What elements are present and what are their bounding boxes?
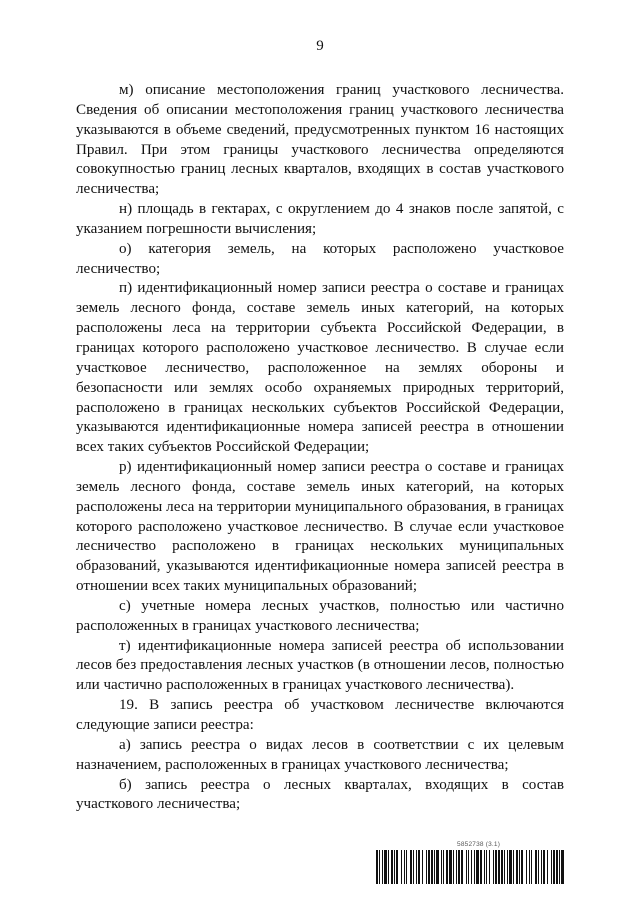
item-label: м)	[119, 82, 134, 98]
barcode-bar	[551, 850, 552, 884]
barcode-bar	[404, 850, 405, 884]
barcode-bar	[456, 850, 457, 884]
barcode-bar	[559, 850, 560, 884]
barcode-bar	[556, 850, 558, 884]
paragraph-s	[76, 597, 564, 637]
barcode-bar	[453, 850, 454, 884]
barcode-bar	[553, 850, 555, 884]
barcode-bar	[422, 850, 423, 884]
paragraph-n	[76, 200, 564, 240]
barcode-bar	[376, 850, 378, 884]
item-label: н)	[119, 201, 133, 218]
barcode-bar	[519, 850, 520, 884]
barcode-bar	[484, 850, 485, 884]
barcode-bar	[535, 850, 537, 884]
barcode-bar	[561, 850, 564, 884]
barcode-bar	[428, 850, 430, 884]
barcode-bar	[449, 850, 452, 884]
barcode-bar	[382, 850, 383, 884]
barcode-image	[376, 850, 564, 884]
item-label: т)	[119, 637, 131, 654]
item-text: идентификационный номер записи реестра о составе и границах земель лесного фонда, составе земель иных категорий, на которых расположены леса на территории муниципального образования, в границах которого расположено участковое лесничество. В случае если участковое лесничество расположено в границах нескольких муниципальных образований, указываются идентификационные номера записей реестра в отношении всех таких муниципальных образований;	[76, 459, 564, 595]
barcode-bar	[516, 850, 518, 884]
item-label: б)	[119, 776, 132, 793]
barcode-bar	[543, 850, 545, 884]
barcode-bar	[495, 850, 497, 884]
barcode-bar	[526, 850, 527, 884]
barcode-bar	[531, 850, 532, 884]
item-text: идентификационный номер записи реестра о составе и границах земель лесного фонда, составе земель иных категорий, на которых расположены леса на территории субъекта Российской Федерации, в границах которого расположено участковое лесничество. В случае если участковое лесничество, расположенное на землях обороны и безопасности или землях особо охраняемых природных территорий, расположено в границах нескольких субъектов Российской Федерации, указываются идентификационные номера записей реестра в отношении всех таких субъектов Российской Федерации;	[76, 280, 565, 456]
item-label: 19.	[119, 697, 138, 714]
barcode-bar	[418, 850, 420, 884]
paragraph-19	[76, 696, 564, 736]
item-text: описание местоположения границ участкового лесничества. Сведения об описании местоположения границ участкового лесничества указываются в объеме сведений, предусмотренных пунктом 16 настоящих Правил. При этом границы участкового лесничества определяются совокупностью границ лесных кварталов, входящих в состав участкового лесничества;	[76, 82, 564, 198]
barcode-bar	[529, 850, 530, 884]
paragraph-p	[76, 279, 564, 458]
barcode-bar	[441, 850, 442, 884]
item-label: п)	[119, 280, 133, 297]
barcode-bar	[538, 850, 539, 884]
barcode-bar	[486, 850, 487, 884]
item-text: идентификационные номера записей реестра об использовании лесов без предоставления лесных участков (в отношении лесов, полностью или частично расположенных в границах участкового лесничества).	[76, 637, 565, 694]
page-number: 9	[316, 38, 324, 54]
barcode-bar	[501, 850, 503, 884]
item-text: категория земель, на которых расположено участковое лесничество;	[76, 240, 564, 277]
barcode-bar	[474, 850, 475, 884]
barcode-bar	[406, 850, 407, 884]
barcode-bar	[379, 850, 380, 884]
barcode-bar	[436, 850, 439, 884]
barcode-bar	[466, 850, 467, 884]
item-label: а)	[119, 736, 131, 753]
item-text: запись реестра о видах лесов в соответствии с их целевым назначением, расположенных в границах участкового лесничества;	[76, 736, 564, 773]
barcode-bar	[509, 850, 512, 884]
barcode-bar	[458, 850, 460, 884]
barcode-bar	[498, 850, 500, 884]
barcode-bar	[410, 850, 412, 884]
barcode-bar	[476, 850, 479, 884]
barcode-bar	[384, 850, 387, 884]
barcode-bar	[541, 850, 542, 884]
paragraph-t	[76, 637, 564, 697]
paragraph-o	[76, 240, 564, 280]
barcode-bar	[504, 850, 505, 884]
item-text: В запись реестра об участковом лесничестве включаются следующие записи реестра:	[76, 697, 564, 733]
item-text: площадь в гектарах, с округлением до 4 знаков после запятой, с указанием погрешности вычисления;	[76, 201, 564, 237]
paragraph-a	[76, 736, 564, 776]
barcode-bar	[388, 850, 389, 884]
barcode-code: 5852738 (3.1)	[457, 841, 501, 848]
item-text: запись реестра о лесных кварталах, входящих в состав участкового лесничества;	[76, 776, 564, 813]
barcode-bar	[547, 850, 548, 884]
barcode-bar	[431, 850, 433, 884]
barcode-bar	[513, 850, 514, 884]
item-text: учетные номера лесных участков, полностью или частично расположенных в границах участкового лесничества;	[76, 597, 564, 634]
barcode-bar	[446, 850, 448, 884]
barcode-bar	[468, 850, 469, 884]
barcode-bar	[507, 850, 508, 884]
paragraph-b	[76, 776, 564, 816]
barcode-bar	[521, 850, 523, 884]
barcode-bar	[434, 850, 435, 884]
paragraph-r	[76, 458, 564, 597]
item-label: р)	[119, 459, 132, 476]
barcode-bar	[480, 850, 482, 884]
barcode-bar	[391, 850, 393, 884]
barcode-bar	[401, 850, 402, 884]
barcode-bar	[416, 850, 417, 884]
barcode-bar	[396, 850, 398, 884]
barcode-bar	[471, 850, 472, 884]
barcode-bar	[493, 850, 494, 884]
document-body	[76, 81, 564, 815]
barcode-bar	[461, 850, 463, 884]
barcode-bar	[426, 850, 427, 884]
barcode-bar	[394, 850, 395, 884]
barcode-bar	[489, 850, 490, 884]
item-label: с)	[119, 597, 131, 614]
item-label: о)	[119, 240, 132, 257]
barcode-bar	[443, 850, 444, 884]
paragraph-m	[76, 81, 564, 200]
barcode-bar	[413, 850, 414, 884]
